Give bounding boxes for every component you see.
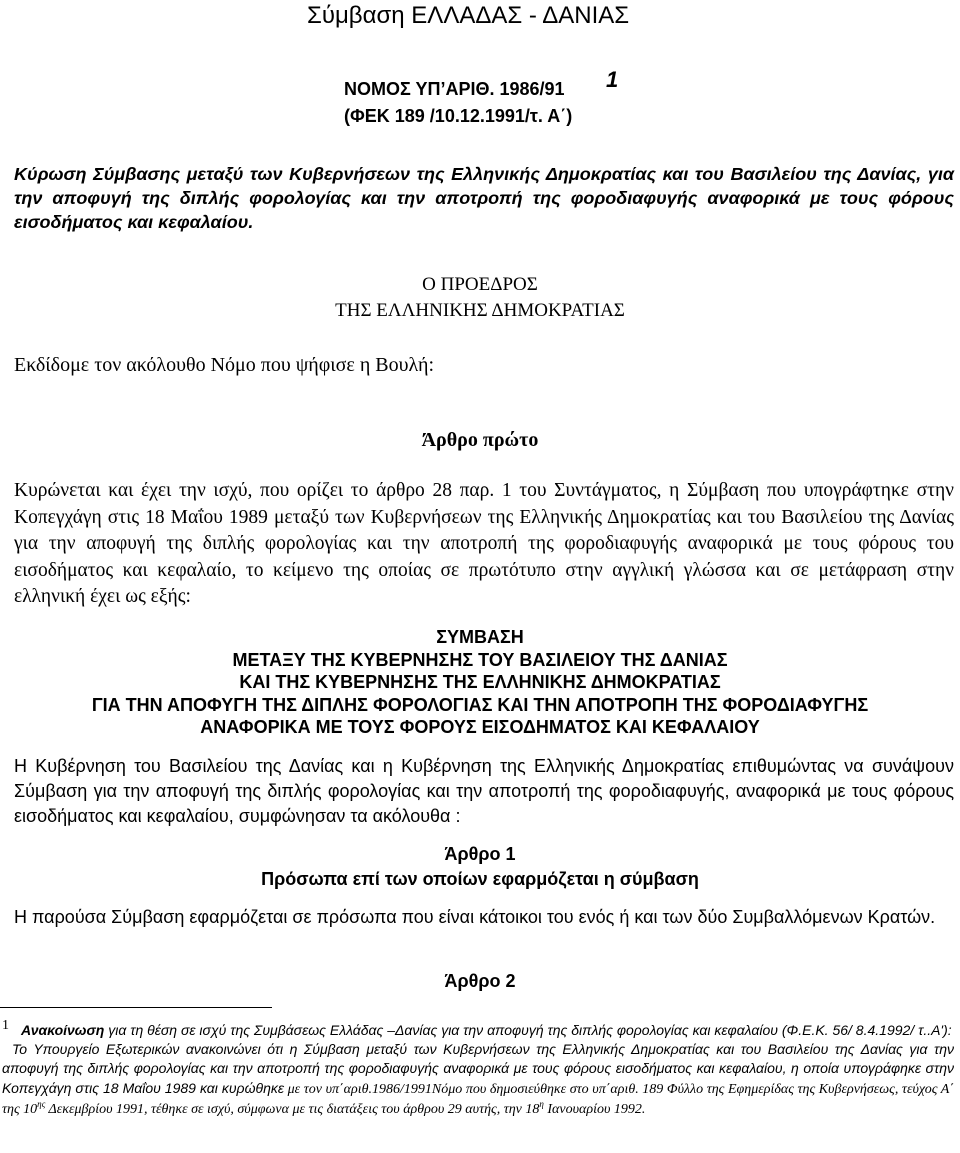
law-gazette: (ΦΕΚ 189 /10.12.1991/τ. Α΄) bbox=[344, 106, 573, 126]
convention-heading bbox=[0, 626, 960, 739]
footnote-paragraph-2 bbox=[2, 1040, 954, 1119]
footnote-divider bbox=[0, 1007, 272, 1008]
president-line-2: ΤΗΣ ΕΛΛΗΝΙΚΗΣ ΔΗΜΟΚΡΑΤΙΑΣ bbox=[335, 300, 625, 321]
article-1-title: Άρθρο 1 bbox=[444, 844, 516, 864]
convention-line-1: ΣΥΜΒΑΣΗ bbox=[436, 627, 524, 647]
footnote-text-2: Το Υπουργείο Εξωτερικών ανακοινώνει ότι η Σύμβαση μεταξύ των Κυβερνήσεων της Ελληνικής Δημοκρατίας και του Βασιλείου της Δανίας για την αποφυγή της διπλής φορολογίας και την αποτροπή της φοροδιαφυγής αναφορικά με τους φόρους εισοδήματος και κεφαλαίου, η οποία υπογράφηκε στην Κοπεγχάγη στις 18 Μαΐου 1989 και κυρώθηκε bbox=[2, 1041, 954, 1096]
law-header bbox=[344, 67, 619, 130]
footnote-text-4: Δεκεμβρίου 1991, τέθηκε σε ισχύ, σύμφωνα με τις διατάξεις του άρθρου 29 αυτής, την 18 bbox=[45, 1101, 540, 1117]
convention-line-3: ΚΑΙ ΤΗΣ ΚΥΒΕΡΝΗΣΗΣ ΤΗΣ ΕΛΛΗΝΙΚΗΣ ΔΗΜΟΚΡΑΤΙΑΣ bbox=[239, 672, 721, 692]
article-first-heading: Άρθρο πρώτο bbox=[421, 429, 539, 451]
footnote-text-3: με τον υπ΄αριθ.1986/1991Νόμο που δημοσιεύθηκε στο υπ΄αριθ. 189 Φύλλο της Εφημερίδας της Κυβερνήσεως, τεύχος Α΄ της 10 bbox=[2, 1081, 954, 1117]
president-line-1: Ο ΠΡΟΕΔΡΟΣ bbox=[422, 274, 538, 295]
article-1-heading bbox=[0, 842, 960, 892]
issue-statement: Εκδίδομε τον ακόλουθο Νόμο που ψήφισε η Βουλή: bbox=[14, 354, 435, 376]
law-number: ΝΟΜΟΣ ΥΠ’ΑΡΙΘ. 1986/91 bbox=[344, 79, 565, 99]
footnote-text-1: για τη θέση σε ισχύ της Συμβάσεως Ελλάδας –Δανίας για την αποφυγή της διπλής φορολογίας και κεφαλαίου (Φ.Ε.Κ. 56/ 8.4.1992/ τ..Α'): bbox=[104, 1022, 952, 1038]
convention-line-2: ΜΕΤΑΞΥ ΤΗΣ ΚΥΒΕΡΝΗΣΗΣ ΤΟΥ ΒΑΣΙΛΕΙΟΥ ΤΗΣ ΔΑΝΙΑΣ bbox=[232, 649, 728, 670]
convention-line-4: ΓΙΑ ΤΗΝ ΑΠΟΦΥΓΗ ΤΗΣ ΔΙΠΛΗΣ ΦΟΡΟΛΟΓΙΑΣ ΚΑΙ ΤΗΝ ΑΠΟΤΡΟΠΗ ΤΗΣ ΦΟΡΟΔΙΑΦΥΓΗΣ bbox=[91, 694, 869, 715]
footnote-text-5: Ιανουαρίου 1992. bbox=[543, 1101, 646, 1117]
convention-preamble: Η Κυβέρνηση του Βασιλείου της Δανίας και η Κυβέρνηση της Ελληνικής Δημοκρατίας επιθυμώντας να συνάψουν Σύμβαση για την αποφυγή της διπλής φορολογίας και την αποτροπή της φοροδιαφυγής, αναφορικά με τους φόρους εισοδήματος και κεφαλαίου, συμφώνησαν τα ακόλουθα : bbox=[14, 756, 954, 826]
footnote-mark: 1 bbox=[2, 1018, 9, 1033]
ratification-title: Κύρωση Σύμβασης μεταξύ των Κυβερνήσεων της Ελληνικής Δημοκρατίας και του Βασιλείου της Δανίας, για την αποφυγή της διπλής φορολογίας και την αποτροπή της φοροδιαφυγής αναφορικά με τους φόρους εισοδήματος και κεφαλαίου. bbox=[14, 164, 954, 232]
footnote bbox=[2, 1016, 954, 1119]
president-heading bbox=[0, 272, 960, 324]
convention-line-5: ΑΝΑΦΟΡΙΚΑ ΜΕ ΤΟΥΣ ΦΟΡΟΥΣ ΕΙΣΟΔΗΜΑΤΟΣ ΚΑΙ ΚΕΦΑΛΑΙΟΥ bbox=[200, 717, 760, 737]
footnote-paragraph-1 bbox=[2, 1016, 954, 1040]
article-2-heading: Άρθρο 2 bbox=[444, 971, 516, 991]
article-first-body: Κυρώνεται και έχει την ισχύ, που ορίζει το άρθρο 28 παρ. 1 του Συντάγματος, η Σύμβαση που υπογράφτηκε στην Κοπεγχάγη στις 18 Μαΐου 1989 μεταξύ των Κυβερνήσεων της Ελληνικής Δημοκρατίας και του Βασιλείου της Δανίας για την αποφυγή της διπλής φορολογίας και την αποτροπή της φοροδιαφυγής αναφορικά με τους φόρους του εισοδήματος και κεφαλαίο, το κείμενο της οποίας σε πρωτότυπο στην αγγλική γλώσσα και σε μετάφραση στην ελληνική έχει ως εξής: bbox=[14, 480, 954, 607]
article-1-body: Η παρούσα Σύμβαση εφαρμόζεται σε πρόσωπα που είναι κάτοικοι του ενός ή και των δύο Συμβαλλόμενων Κρατών. bbox=[14, 907, 936, 927]
document-title: Σύμβαση ΕΛΛΑΔΑΣ - ΔΑΝΙΑΣ bbox=[307, 2, 630, 29]
footnote-intro: Ανακοίνωση bbox=[21, 1022, 105, 1038]
footnote-reference[interactable]: 1 bbox=[606, 67, 619, 92]
footnote-sup-2: η bbox=[539, 1098, 544, 1109]
article-1-subtitle: Πρόσωπα επί των οποίων εφαρμόζεται η σύμβαση bbox=[261, 869, 699, 889]
footnote-sup-1: ης bbox=[37, 1098, 46, 1109]
